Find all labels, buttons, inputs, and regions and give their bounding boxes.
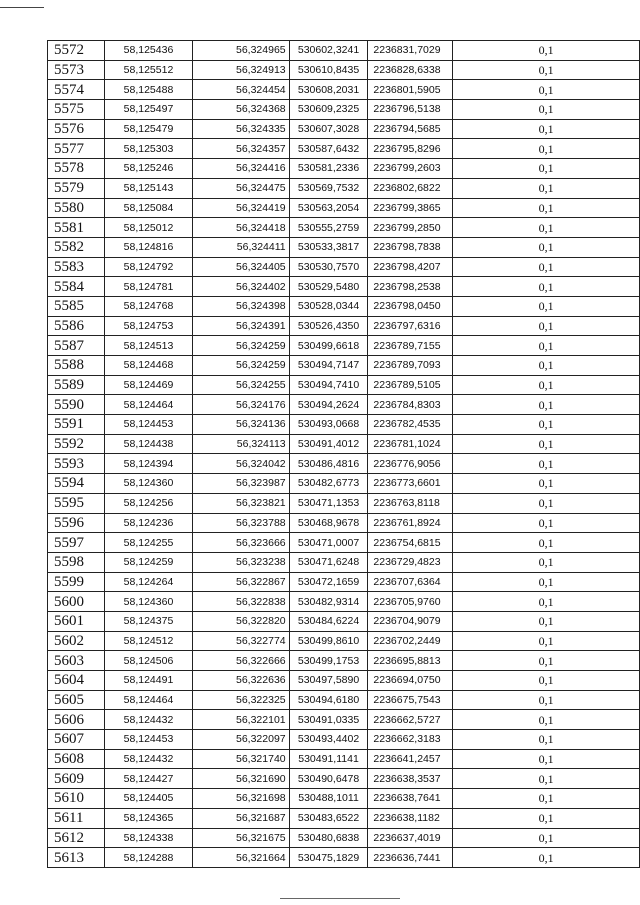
longitude-cell: 56,323666	[193, 533, 289, 553]
table-row	[48, 808, 640, 828]
y-coordinate-cell: 2236794,5685	[368, 119, 453, 139]
y-coordinate-cell: 2236798,0450	[368, 296, 453, 316]
accuracy-cell: 0,1	[453, 789, 640, 809]
x-coordinate-cell: 530530,7570	[289, 257, 368, 277]
latitude-cell: 58,124427	[104, 769, 192, 789]
point-number-cell: 5586	[48, 316, 105, 336]
point-number-cell: 5577	[48, 139, 105, 159]
longitude-cell: 56,322101	[193, 710, 289, 730]
table-row	[48, 237, 640, 257]
coordinates-table	[47, 40, 640, 868]
longitude-cell: 56,321698	[193, 789, 289, 809]
x-coordinate-cell: 530499,8610	[289, 631, 368, 651]
longitude-cell: 56,324402	[193, 277, 289, 297]
latitude-cell: 58,124464	[104, 395, 192, 415]
longitude-cell: 56,324398	[193, 296, 289, 316]
y-coordinate-cell: 2236781,1024	[368, 434, 453, 454]
latitude-cell: 58,125246	[104, 159, 192, 179]
latitude-cell: 58,124338	[104, 828, 192, 848]
table-row	[48, 178, 640, 198]
y-coordinate-cell: 2236662,3183	[368, 730, 453, 750]
table-row	[48, 789, 640, 809]
point-number-cell: 5585	[48, 296, 105, 316]
accuracy-cell: 0,1	[453, 198, 640, 218]
x-coordinate-cell: 530493,4402	[289, 730, 368, 750]
latitude-cell: 58,124464	[104, 690, 192, 710]
accuracy-cell: 0,1	[453, 572, 640, 592]
y-coordinate-cell: 2236797,6316	[368, 316, 453, 336]
latitude-cell: 58,124255	[104, 533, 192, 553]
y-coordinate-cell: 2236675,7543	[368, 690, 453, 710]
y-coordinate-cell: 2236828,6338	[368, 60, 453, 80]
x-coordinate-cell: 530471,1353	[289, 493, 368, 513]
longitude-cell: 56,321664	[193, 848, 289, 868]
table-row	[48, 41, 640, 61]
latitude-cell: 58,125143	[104, 178, 192, 198]
latitude-cell: 58,125497	[104, 100, 192, 120]
y-coordinate-cell: 2236707,6364	[368, 572, 453, 592]
accuracy-cell: 0,1	[453, 769, 640, 789]
y-coordinate-cell: 2236798,7838	[368, 237, 453, 257]
latitude-cell: 58,124432	[104, 749, 192, 769]
latitude-cell: 58,124375	[104, 611, 192, 631]
table-row	[48, 159, 640, 179]
latitude-cell: 58,124816	[104, 237, 192, 257]
x-coordinate-cell: 530526,4350	[289, 316, 368, 336]
x-coordinate-cell: 530483,6522	[289, 808, 368, 828]
y-coordinate-cell: 2236789,5105	[368, 375, 453, 395]
accuracy-cell: 0,1	[453, 395, 640, 415]
accuracy-cell: 0,1	[453, 119, 640, 139]
latitude-cell: 58,124513	[104, 336, 192, 356]
latitude-cell: 58,124453	[104, 415, 192, 435]
accuracy-cell: 0,1	[453, 710, 640, 730]
y-coordinate-cell: 2236641,2457	[368, 749, 453, 769]
x-coordinate-cell: 530497,5890	[289, 671, 368, 691]
point-number-cell: 5607	[48, 730, 105, 750]
longitude-cell: 56,324418	[193, 218, 289, 238]
latitude-cell: 58,124453	[104, 730, 192, 750]
table-row	[48, 454, 640, 474]
table-row	[48, 336, 640, 356]
y-coordinate-cell: 2236776,9056	[368, 454, 453, 474]
accuracy-cell: 0,1	[453, 336, 640, 356]
longitude-cell: 56,324368	[193, 100, 289, 120]
accuracy-cell: 0,1	[453, 100, 640, 120]
x-coordinate-cell: 530555,2759	[289, 218, 368, 238]
accuracy-cell: 0,1	[453, 611, 640, 631]
table-row	[48, 100, 640, 120]
accuracy-cell: 0,1	[453, 690, 640, 710]
longitude-cell: 56,322774	[193, 631, 289, 651]
accuracy-cell: 0,1	[453, 277, 640, 297]
table-row	[48, 493, 640, 513]
accuracy-cell: 0,1	[453, 80, 640, 100]
y-coordinate-cell: 2236636,7441	[368, 848, 453, 868]
point-number-cell: 5594	[48, 474, 105, 494]
y-coordinate-cell: 2236729,4823	[368, 552, 453, 572]
latitude-cell: 58,124288	[104, 848, 192, 868]
point-number-cell: 5602	[48, 631, 105, 651]
accuracy-cell: 0,1	[453, 592, 640, 612]
latitude-cell: 58,125303	[104, 139, 192, 159]
longitude-cell: 56,323821	[193, 493, 289, 513]
point-number-cell: 5606	[48, 710, 105, 730]
longitude-cell: 56,324136	[193, 415, 289, 435]
table-row	[48, 572, 640, 592]
point-number-cell: 5583	[48, 257, 105, 277]
accuracy-cell: 0,1	[453, 178, 640, 198]
table-row	[48, 828, 640, 848]
longitude-cell: 56,324357	[193, 139, 289, 159]
accuracy-cell: 0,1	[453, 316, 640, 336]
latitude-cell: 58,124753	[104, 316, 192, 336]
x-coordinate-cell: 530494,7147	[289, 356, 368, 376]
x-coordinate-cell: 530486,4816	[289, 454, 368, 474]
latitude-cell: 58,124438	[104, 434, 192, 454]
accuracy-cell: 0,1	[453, 257, 640, 277]
latitude-cell: 58,124468	[104, 356, 192, 376]
table-row	[48, 316, 640, 336]
longitude-cell: 56,322666	[193, 651, 289, 671]
point-number-cell: 5613	[48, 848, 105, 868]
accuracy-cell: 0,1	[453, 828, 640, 848]
accuracy-cell: 0,1	[453, 41, 640, 61]
point-number-cell: 5591	[48, 415, 105, 435]
longitude-cell: 56,322820	[193, 611, 289, 631]
accuracy-cell: 0,1	[453, 493, 640, 513]
accuracy-cell: 0,1	[453, 749, 640, 769]
latitude-cell: 58,124506	[104, 651, 192, 671]
x-coordinate-cell: 530569,7532	[289, 178, 368, 198]
table-row	[48, 631, 640, 651]
point-number-cell: 5610	[48, 789, 105, 809]
table-row	[48, 552, 640, 572]
x-coordinate-cell: 530491,1141	[289, 749, 368, 769]
y-coordinate-cell: 2236798,2538	[368, 277, 453, 297]
longitude-cell: 56,322325	[193, 690, 289, 710]
x-coordinate-cell: 530472,1659	[289, 572, 368, 592]
x-coordinate-cell: 530471,0007	[289, 533, 368, 553]
x-coordinate-cell: 530493,0668	[289, 415, 368, 435]
y-coordinate-cell: 2236789,7093	[368, 356, 453, 376]
accuracy-cell: 0,1	[453, 218, 640, 238]
accuracy-cell: 0,1	[453, 671, 640, 691]
point-number-cell: 5605	[48, 690, 105, 710]
latitude-cell: 58,124360	[104, 474, 192, 494]
table-row	[48, 375, 640, 395]
longitude-cell: 56,323788	[193, 513, 289, 533]
x-coordinate-cell: 530488,1011	[289, 789, 368, 809]
accuracy-cell: 0,1	[453, 730, 640, 750]
table-row	[48, 730, 640, 750]
accuracy-cell: 0,1	[453, 375, 640, 395]
x-coordinate-cell: 530609,2325	[289, 100, 368, 120]
point-number-cell: 5580	[48, 198, 105, 218]
y-coordinate-cell: 2236784,8303	[368, 395, 453, 415]
point-number-cell: 5573	[48, 60, 105, 80]
y-coordinate-cell: 2236796,5138	[368, 100, 453, 120]
point-number-cell: 5597	[48, 533, 105, 553]
table-row	[48, 139, 640, 159]
y-coordinate-cell: 2236798,4207	[368, 257, 453, 277]
longitude-cell: 56,324113	[193, 434, 289, 454]
latitude-cell: 58,124491	[104, 671, 192, 691]
point-number-cell: 5587	[48, 336, 105, 356]
latitude-cell: 58,124394	[104, 454, 192, 474]
latitude-cell: 58,124236	[104, 513, 192, 533]
y-coordinate-cell: 2236789,7155	[368, 336, 453, 356]
point-number-cell: 5578	[48, 159, 105, 179]
y-coordinate-cell: 2236802,6822	[368, 178, 453, 198]
accuracy-cell: 0,1	[453, 415, 640, 435]
table-row	[48, 356, 640, 376]
y-coordinate-cell: 2236705,9760	[368, 592, 453, 612]
point-number-cell: 5576	[48, 119, 105, 139]
table-row	[48, 80, 640, 100]
accuracy-cell: 0,1	[453, 356, 640, 376]
longitude-cell: 56,324335	[193, 119, 289, 139]
point-number-cell: 5612	[48, 828, 105, 848]
x-coordinate-cell: 530482,9314	[289, 592, 368, 612]
accuracy-cell: 0,1	[453, 296, 640, 316]
x-coordinate-cell: 530490,6478	[289, 769, 368, 789]
table-row	[48, 474, 640, 494]
accuracy-cell: 0,1	[453, 454, 640, 474]
longitude-cell: 56,324454	[193, 80, 289, 100]
latitude-cell: 58,124259	[104, 552, 192, 572]
longitude-cell: 56,321740	[193, 749, 289, 769]
accuracy-cell: 0,1	[453, 651, 640, 671]
y-coordinate-cell: 2236799,3865	[368, 198, 453, 218]
x-coordinate-cell: 530499,1753	[289, 651, 368, 671]
point-number-cell: 5588	[48, 356, 105, 376]
coordinates-table-body	[48, 41, 640, 868]
latitude-cell: 58,124781	[104, 277, 192, 297]
table-row	[48, 848, 640, 868]
bottom-rule	[280, 898, 400, 899]
latitude-cell: 58,124469	[104, 375, 192, 395]
accuracy-cell: 0,1	[453, 159, 640, 179]
longitude-cell: 56,324255	[193, 375, 289, 395]
latitude-cell: 58,125488	[104, 80, 192, 100]
point-number-cell: 5611	[48, 808, 105, 828]
table-row	[48, 119, 640, 139]
table-row	[48, 198, 640, 218]
table-row	[48, 749, 640, 769]
x-coordinate-cell: 530494,2624	[289, 395, 368, 415]
longitude-cell: 56,321687	[193, 808, 289, 828]
latitude-cell: 58,124264	[104, 572, 192, 592]
x-coordinate-cell: 530482,6773	[289, 474, 368, 494]
x-coordinate-cell: 530499,6618	[289, 336, 368, 356]
table-row	[48, 710, 640, 730]
y-coordinate-cell: 2236801,5905	[368, 80, 453, 100]
table-row	[48, 434, 640, 454]
table-row	[48, 257, 640, 277]
point-number-cell: 5582	[48, 237, 105, 257]
y-coordinate-cell: 2236831,7029	[368, 41, 453, 61]
table-row	[48, 415, 640, 435]
accuracy-cell: 0,1	[453, 533, 640, 553]
longitude-cell: 56,323987	[193, 474, 289, 494]
point-number-cell: 5599	[48, 572, 105, 592]
longitude-cell: 56,324913	[193, 60, 289, 80]
point-number-cell: 5604	[48, 671, 105, 691]
point-number-cell: 5589	[48, 375, 105, 395]
point-number-cell: 5575	[48, 100, 105, 120]
x-coordinate-cell: 530491,4012	[289, 434, 368, 454]
latitude-cell: 58,125512	[104, 60, 192, 80]
x-coordinate-cell: 530484,6224	[289, 611, 368, 631]
x-coordinate-cell: 530529,5480	[289, 277, 368, 297]
y-coordinate-cell: 2236638,7641	[368, 789, 453, 809]
y-coordinate-cell: 2236637,4019	[368, 828, 453, 848]
y-coordinate-cell: 2236773,6601	[368, 474, 453, 494]
latitude-cell: 58,124768	[104, 296, 192, 316]
x-coordinate-cell: 530491,0335	[289, 710, 368, 730]
longitude-cell: 56,324416	[193, 159, 289, 179]
y-coordinate-cell: 2236638,1182	[368, 808, 453, 828]
x-coordinate-cell: 530533,3817	[289, 237, 368, 257]
y-coordinate-cell: 2236702,2449	[368, 631, 453, 651]
longitude-cell: 56,321675	[193, 828, 289, 848]
x-coordinate-cell: 530563,2054	[289, 198, 368, 218]
point-number-cell: 5601	[48, 611, 105, 631]
longitude-cell: 56,324042	[193, 454, 289, 474]
x-coordinate-cell: 530587,6432	[289, 139, 368, 159]
point-number-cell: 5608	[48, 749, 105, 769]
x-coordinate-cell: 530608,2031	[289, 80, 368, 100]
table-row	[48, 592, 640, 612]
y-coordinate-cell: 2236782,4535	[368, 415, 453, 435]
table-row	[48, 60, 640, 80]
longitude-cell: 56,322867	[193, 572, 289, 592]
accuracy-cell: 0,1	[453, 808, 640, 828]
y-coordinate-cell: 2236799,2603	[368, 159, 453, 179]
y-coordinate-cell: 2236694,0750	[368, 671, 453, 691]
accuracy-cell: 0,1	[453, 848, 640, 868]
y-coordinate-cell: 2236799,2850	[368, 218, 453, 238]
table-row	[48, 513, 640, 533]
point-number-cell: 5600	[48, 592, 105, 612]
accuracy-cell: 0,1	[453, 631, 640, 651]
table-row	[48, 296, 640, 316]
latitude-cell: 58,125012	[104, 218, 192, 238]
x-coordinate-cell: 530475,1829	[289, 848, 368, 868]
accuracy-cell: 0,1	[453, 513, 640, 533]
point-number-cell: 5584	[48, 277, 105, 297]
x-coordinate-cell: 530480,6838	[289, 828, 368, 848]
x-coordinate-cell: 530581,2336	[289, 159, 368, 179]
longitude-cell: 56,322636	[193, 671, 289, 691]
x-coordinate-cell: 530602,3241	[289, 41, 368, 61]
y-coordinate-cell: 2236763,8118	[368, 493, 453, 513]
accuracy-cell: 0,1	[453, 60, 640, 80]
table-row	[48, 769, 640, 789]
point-number-cell: 5598	[48, 552, 105, 572]
point-number-cell: 5609	[48, 769, 105, 789]
longitude-cell: 56,321690	[193, 769, 289, 789]
table-row	[48, 277, 640, 297]
point-number-cell: 5593	[48, 454, 105, 474]
accuracy-cell: 0,1	[453, 474, 640, 494]
y-coordinate-cell: 2236638,3537	[368, 769, 453, 789]
x-coordinate-cell: 530494,6180	[289, 690, 368, 710]
point-number-cell: 5592	[48, 434, 105, 454]
y-coordinate-cell: 2236695,8813	[368, 651, 453, 671]
accuracy-cell: 0,1	[453, 237, 640, 257]
accuracy-cell: 0,1	[453, 552, 640, 572]
longitude-cell: 56,324965	[193, 41, 289, 61]
y-coordinate-cell: 2236795,8296	[368, 139, 453, 159]
longitude-cell: 56,324259	[193, 356, 289, 376]
point-number-cell: 5581	[48, 218, 105, 238]
top-rule	[0, 7, 44, 8]
latitude-cell: 58,124405	[104, 789, 192, 809]
table-row	[48, 218, 640, 238]
x-coordinate-cell: 530471,6248	[289, 552, 368, 572]
latitude-cell: 58,124256	[104, 493, 192, 513]
latitude-cell: 58,124432	[104, 710, 192, 730]
longitude-cell: 56,324419	[193, 198, 289, 218]
x-coordinate-cell: 530528,0344	[289, 296, 368, 316]
longitude-cell: 56,324475	[193, 178, 289, 198]
point-number-cell: 5574	[48, 80, 105, 100]
point-number-cell: 5603	[48, 651, 105, 671]
latitude-cell: 58,125084	[104, 198, 192, 218]
longitude-cell: 56,324391	[193, 316, 289, 336]
point-number-cell: 5590	[48, 395, 105, 415]
table-row	[48, 671, 640, 691]
longitude-cell: 56,324176	[193, 395, 289, 415]
latitude-cell: 58,124512	[104, 631, 192, 651]
latitude-cell: 58,125479	[104, 119, 192, 139]
x-coordinate-cell: 530610,8435	[289, 60, 368, 80]
table-row	[48, 651, 640, 671]
x-coordinate-cell: 530607,3028	[289, 119, 368, 139]
table-row	[48, 611, 640, 631]
longitude-cell: 56,324259	[193, 336, 289, 356]
latitude-cell: 58,124365	[104, 808, 192, 828]
longitude-cell: 56,324405	[193, 257, 289, 277]
longitude-cell: 56,322838	[193, 592, 289, 612]
table-row	[48, 533, 640, 553]
y-coordinate-cell: 2236704,9079	[368, 611, 453, 631]
x-coordinate-cell: 530494,7410	[289, 375, 368, 395]
accuracy-cell: 0,1	[453, 139, 640, 159]
longitude-cell: 56,323238	[193, 552, 289, 572]
latitude-cell: 58,124360	[104, 592, 192, 612]
longitude-cell: 56,324411	[193, 237, 289, 257]
latitude-cell: 58,124792	[104, 257, 192, 277]
accuracy-cell: 0,1	[453, 434, 640, 454]
point-number-cell: 5572	[48, 41, 105, 61]
point-number-cell: 5595	[48, 493, 105, 513]
table-row	[48, 395, 640, 415]
table-row	[48, 690, 640, 710]
point-number-cell: 5579	[48, 178, 105, 198]
longitude-cell: 56,322097	[193, 730, 289, 750]
x-coordinate-cell: 530468,9678	[289, 513, 368, 533]
latitude-cell: 58,125436	[104, 41, 192, 61]
y-coordinate-cell: 2236662,5727	[368, 710, 453, 730]
point-number-cell: 5596	[48, 513, 105, 533]
y-coordinate-cell: 2236761,8924	[368, 513, 453, 533]
y-coordinate-cell: 2236754,6815	[368, 533, 453, 553]
